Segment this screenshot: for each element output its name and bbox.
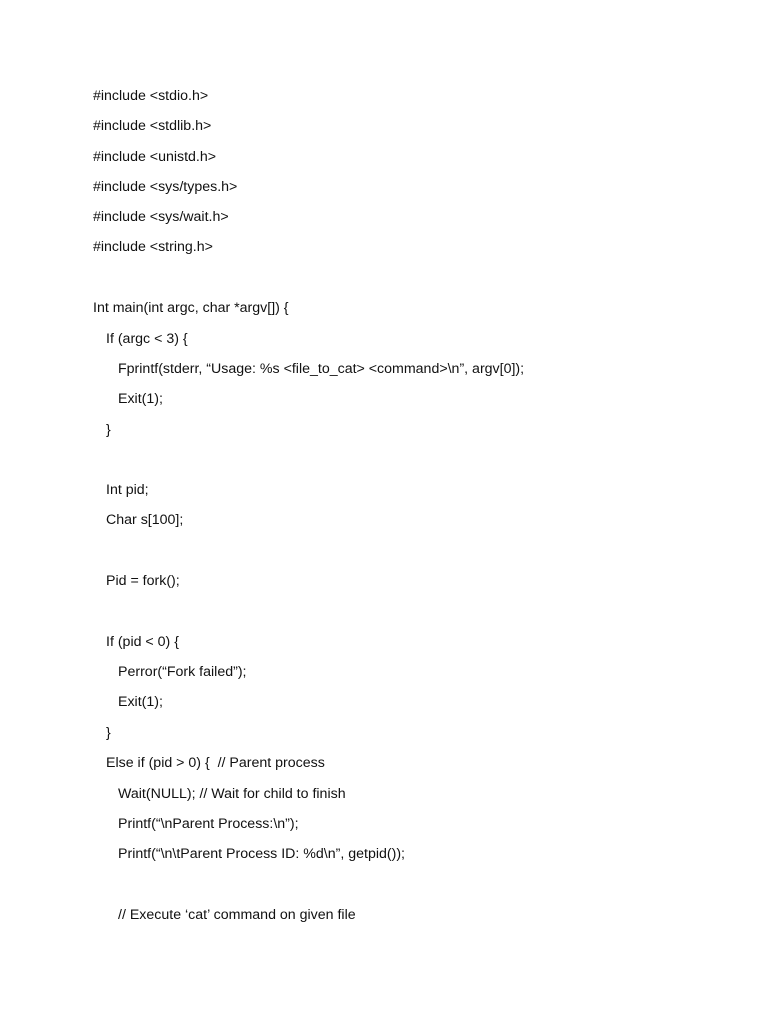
code-line-close-brace-b: }	[106, 725, 111, 741]
code-line-wait-null: Wait(NULL); // Wait for child to finish	[118, 786, 346, 802]
code-line-comment-execute-cat: // Execute ‘cat’ command on given file	[118, 907, 356, 923]
code-line-include-stdlib: #include <stdlib.h>	[93, 118, 212, 134]
code-line-int-pid: Int pid;	[106, 482, 149, 498]
code-line-else-if-parent: Else if (pid > 0) { // Parent process	[106, 755, 325, 771]
code-line-include-unistd: #include <unistd.h>	[93, 149, 217, 165]
code-line-char-s: Char s[100];	[106, 512, 184, 528]
code-line-exit-1-b: Exit(1);	[118, 694, 163, 710]
code-line-printf-parent-process: Printf(“\nParent Process:\n”);	[118, 816, 299, 832]
code-line-pid-fork: Pid = fork();	[106, 573, 180, 589]
code-line-include-stdio: #include <stdio.h>	[93, 88, 209, 104]
code-line-include-sys-types: #include <sys/types.h>	[93, 179, 238, 195]
code-line-printf-parent-pid: Printf(“\n\tParent Process ID: %d\n”, getpid());	[118, 846, 405, 862]
code-line-exit-1: Exit(1);	[118, 391, 163, 407]
code-line-perror: Perror(“Fork failed”);	[118, 664, 247, 680]
code-line-if-argc: If (argc < 3) {	[106, 331, 188, 347]
code-line-main-signature: Int main(int argc, char *argv[]) {	[93, 300, 289, 316]
code-line-if-pid-lt-0: If (pid < 0) {	[106, 634, 179, 650]
code-line-close-brace: }	[106, 422, 111, 438]
code-line-fprintf-usage: Fprintf(stderr, “Usage: %s <file_to_cat> <command>\n”, argv[0]);	[118, 361, 525, 377]
code-line-include-sys-wait: #include <sys/wait.h>	[93, 209, 229, 225]
code-line-include-string: #include <string.h>	[93, 239, 213, 255]
